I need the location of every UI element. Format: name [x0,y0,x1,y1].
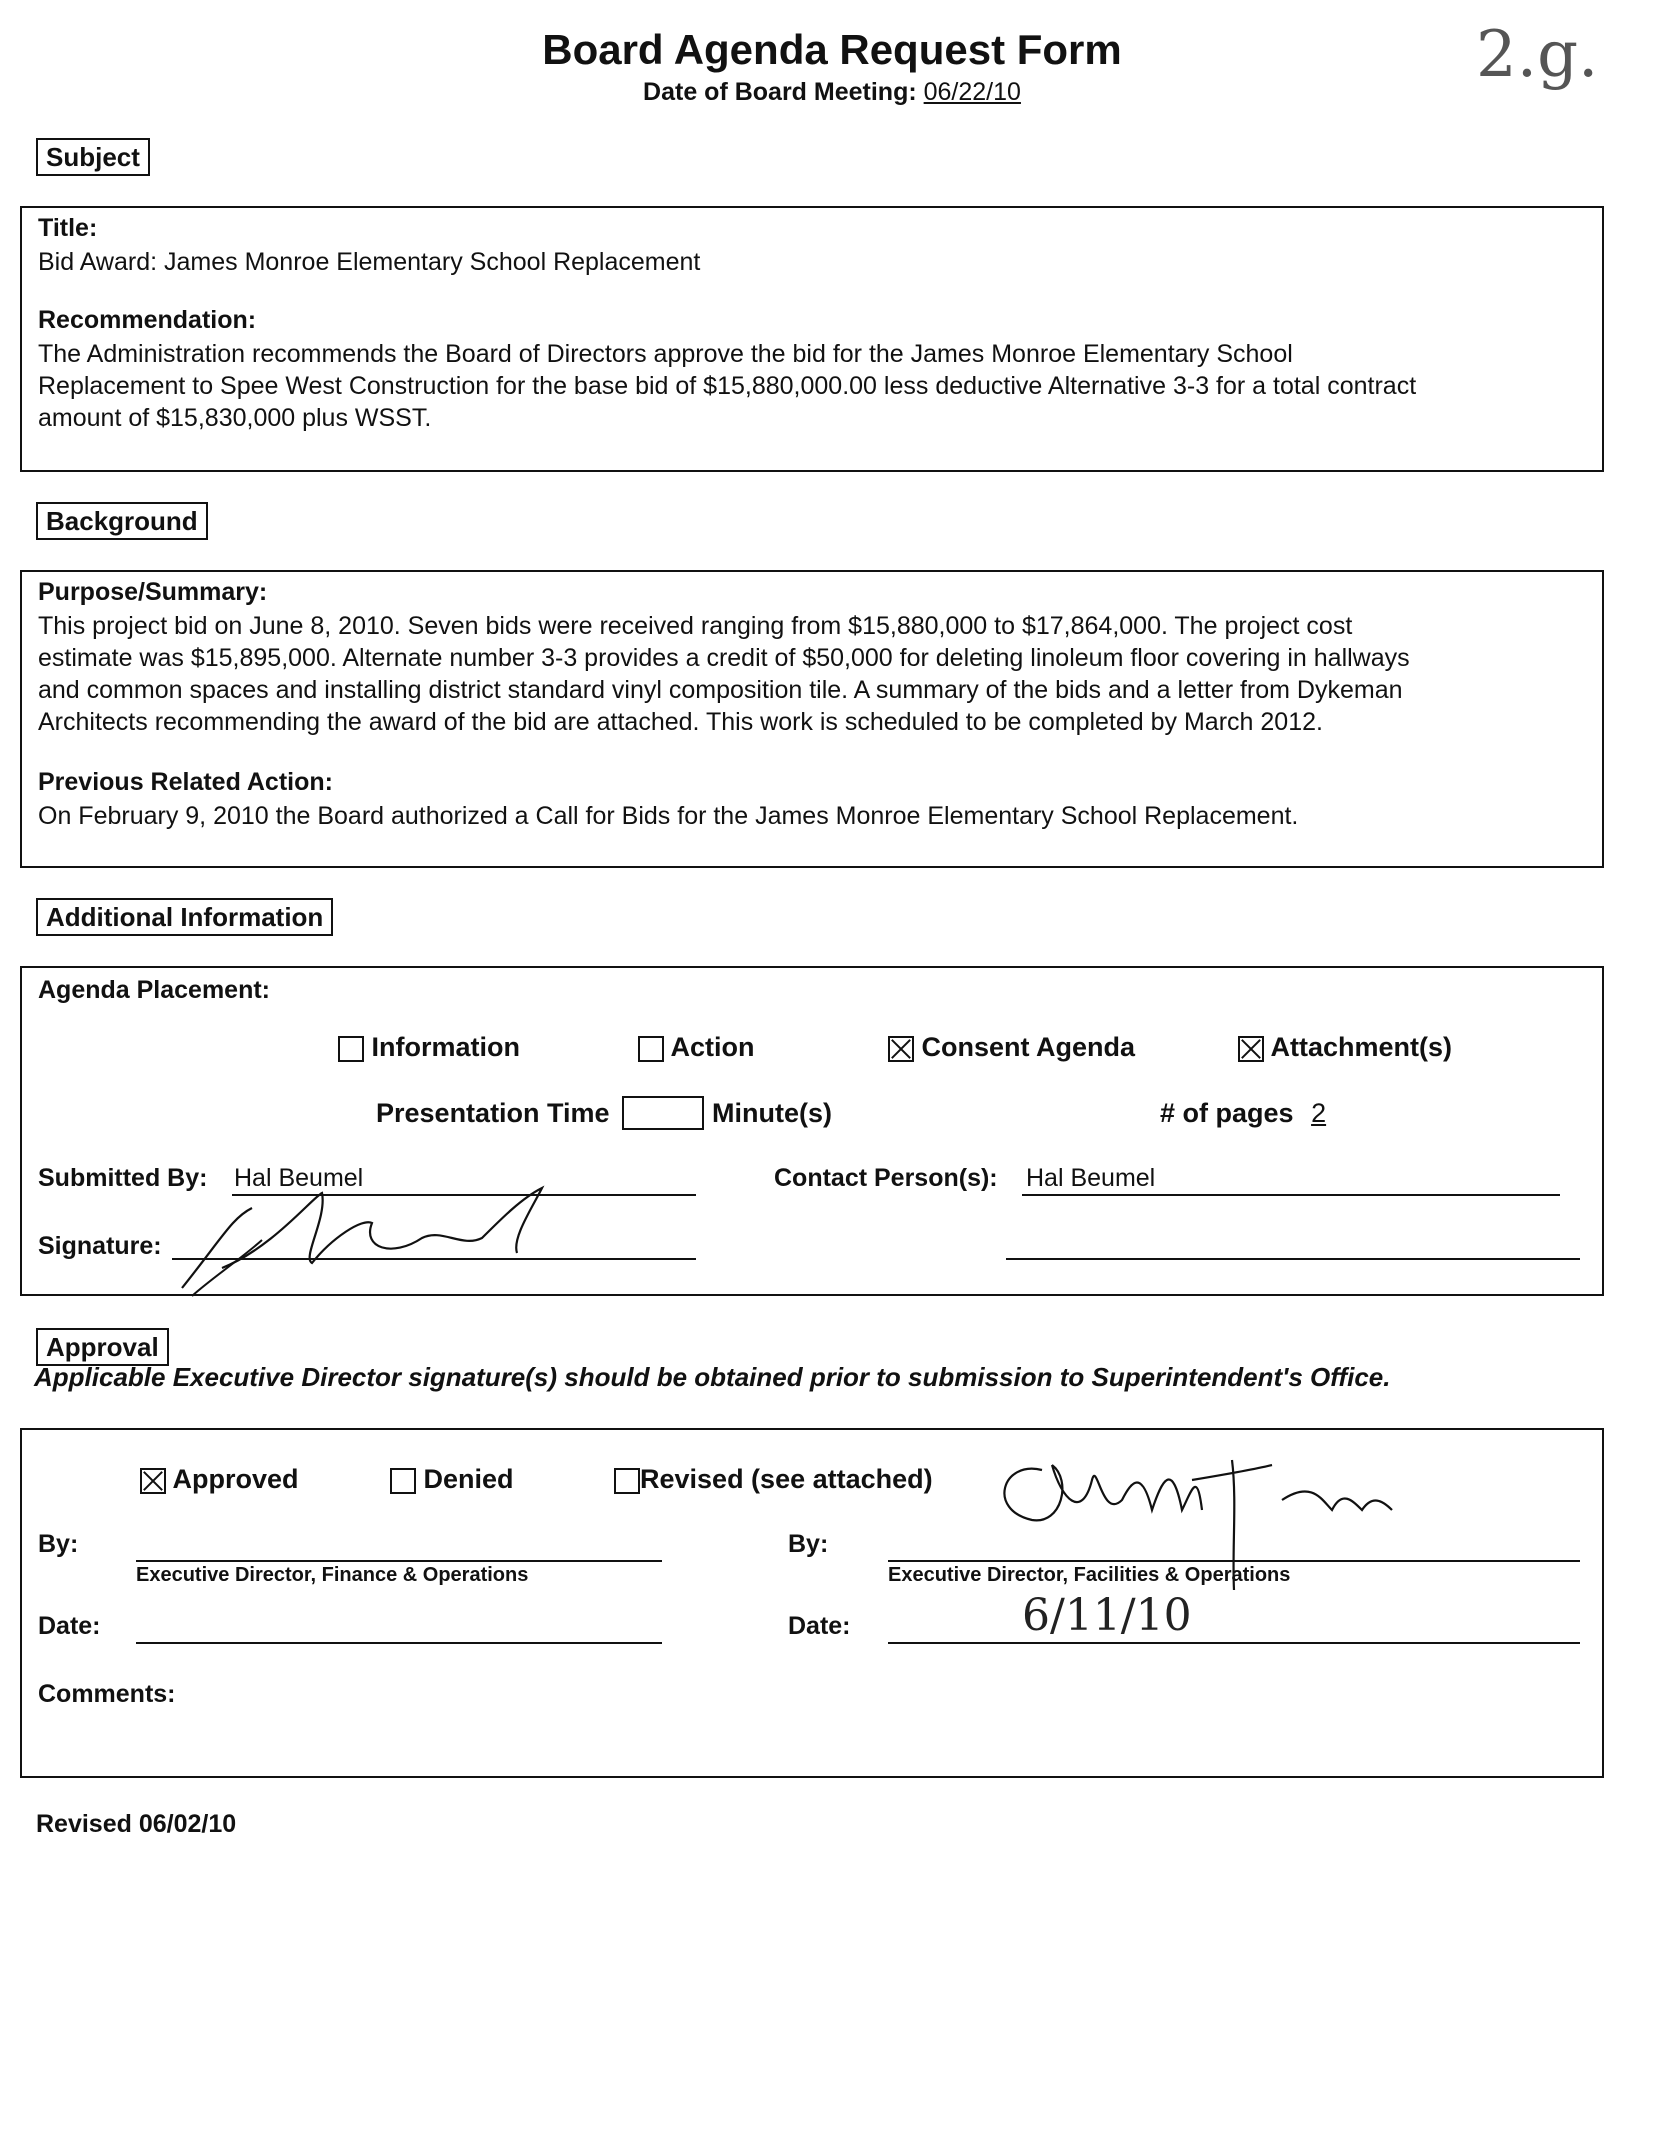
revised-checkbox[interactable] [614,1468,640,1494]
meeting-date-value: 06/22/10 [923,78,1021,106]
right-role: Executive Director, Facilities & Operations [888,1564,1291,1586]
pages-value: 2 [1311,1098,1327,1128]
contact-person-label: Contact Person(s): [774,1164,998,1192]
presentation-time-input[interactable] [622,1096,704,1130]
submitter-signature [162,1178,582,1304]
approval-note: Applicable Executive Director signature(s) should be obtained prior to submission to Superintendent's Office. [34,1362,1391,1392]
meeting-date-label: Date of Board Meeting: [643,78,917,106]
presentation-time-label: Presentation Time [376,1098,610,1128]
purpose-line: This project bid on June 8, 2010. Seven bids were received ranging from $15,880,000 to $17,864,000. The project cost [38,612,1353,640]
agenda-placement-label: Agenda Placement: [38,976,271,1004]
left-date-line[interactable] [136,1642,662,1644]
signature-label: Signature: [38,1232,162,1260]
purpose-line: and common spaces and installing district standard vinyl composition tile. A summary of the bids and a letter from Dykeman [38,676,1403,704]
title-value: Bid Award: James Monroe Elementary School Replacement [38,248,701,276]
consent-agenda-checkbox[interactable] [888,1036,914,1062]
attachments-label: Attachment(s) [1270,1032,1453,1062]
approved-label: Approved [172,1464,299,1494]
background-box [20,570,1604,868]
contact-person-value[interactable]: Hal Beumel [1026,1164,1156,1192]
additional-info-tab: Additional Information [36,898,333,936]
contact-person-line [1022,1194,1560,1196]
previous-action-text: On February 9, 2010 the Board authorized a Call for Bids for the James Monroe Elementary School Replacement. [38,802,1299,830]
denied-checkbox[interactable] [390,1468,416,1494]
recommendation-line: Replacement to Spee West Construction for the base bid of $15,880,000.00 less deductive Alternative 3-3 for a total contract [38,372,1417,400]
purpose-label: Purpose/Summary: [38,578,268,606]
recommendation-text [38,338,1598,434]
previous-action-label: Previous Related Action: [38,768,333,796]
meeting-date-line [0,78,1664,107]
action-label: Action [670,1032,755,1062]
attachments-checkbox[interactable] [1238,1036,1264,1062]
pages-label: # of pages [1160,1098,1294,1128]
consent-agenda-label: Consent Agenda [921,1032,1136,1062]
submitted-by-value[interactable]: Hal Beumel [234,1164,364,1192]
option-consent-agenda[interactable] [888,1032,1135,1063]
option-revised[interactable] [614,1464,933,1495]
purpose-line: Architects recommending the award of the bid are attached. This work is scheduled to be completed by March 2012. [38,708,1323,736]
denied-label: Denied [423,1464,514,1494]
purpose-text [38,610,1600,738]
option-attachments[interactable] [1238,1032,1452,1063]
option-action[interactable] [638,1032,755,1063]
action-checkbox[interactable] [638,1036,664,1062]
pages-field [1160,1098,1326,1129]
subject-box [20,206,1604,472]
information-checkbox[interactable] [338,1036,364,1062]
left-by-line[interactable] [136,1560,662,1562]
option-denied[interactable] [390,1464,514,1495]
form-title: Board Agenda Request Form [542,26,1122,73]
revised-date: Revised 06/02/10 [36,1810,237,1838]
background-tab: Background [36,502,208,540]
left-role: Executive Director, Finance & Operations [136,1564,529,1586]
approval-tab: Approval [36,1328,169,1366]
right-date-label: Date: [788,1612,851,1640]
comments-label: Comments: [38,1680,176,1708]
option-approved[interactable] [140,1464,299,1495]
subject-tab: Subject [36,138,150,176]
approval-box [20,1428,1604,1778]
recommendation-label: Recommendation: [38,306,257,334]
revised-label: Revised (see attached) [640,1464,933,1494]
handwritten-item-number: 2.g. [1476,18,1599,92]
additional-info-box [20,966,1604,1296]
minutes-label: Minute(s) [712,1098,832,1128]
second-signature-line[interactable] [1006,1258,1580,1260]
purpose-line: estimate was $15,895,000. Alternate number 3-3 provides a credit of $50,000 for deleting linoleum floor covering in hallways [38,644,1410,672]
right-date-line[interactable] [888,1642,1580,1644]
left-date-label: Date: [38,1612,101,1640]
right-by-label: By: [788,1530,829,1558]
recommendation-line: The Administration recommends the Board of Directors approve the bid for the James Monroe Elementary School [38,340,1293,368]
right-date-value: 6/11/10 [1022,1590,1192,1641]
left-by-label: By: [38,1530,79,1558]
title-label: Title: [38,214,98,242]
recommendation-line: amount of $15,830,000 plus WSST. [38,404,432,432]
submitted-by-label: Submitted By: [38,1164,208,1192]
option-information[interactable] [338,1032,520,1063]
approved-checkbox[interactable] [140,1468,166,1494]
information-label: Information [371,1032,521,1062]
